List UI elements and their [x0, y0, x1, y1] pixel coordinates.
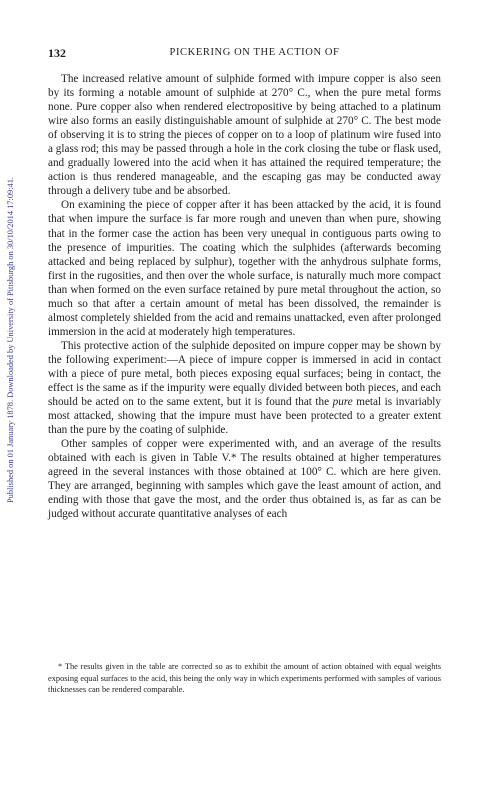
page-header: [48, 46, 441, 62]
paragraph-other-samples: Other samples of copper were experimented with, and an average of the results obtained with each is given in Table V.* The results obtained at higher temperatures agreed in the several instances with those obtained at 100° C. which are here given. They are arranged, beginning with samples which gave the least amount of action, and ending with those that gave the most, and the order thus obtained is, as far as can be judged without accurate quantitative analyses of each: [48, 438, 441, 521]
italic-word-pure: pure: [332, 396, 353, 409]
page-number: 132: [48, 46, 66, 60]
paragraph-surface-examination: On examining the piece of copper after it has been attacked by the acid, it is found that when impure the surface is far more rough and uneven than when pure, showing that in the former case the action has been very unequal in contiguous parts owing to the presence of impurities. The coating which the sulphides (afterwards becoming attacked and being replaced by sulphur), together with the anhydrous sulphate forms, first in the rugosities, and then over the whole surface, is naturally much more compact than when formed on the even surface retained by pure metal throughout the action, so much so that after a certain amount of metal has been dissolved, the remainder is almost completely shielded from the acid and remains unattacked, even after prolonged immersion in the acid at moderately high temperatures.: [48, 199, 441, 338]
paragraph-protective-action-part2: metal is invariably most attacked, showing that the impure must have been protected to a greater extent than the pure by the coating of sulphide.: [48, 396, 441, 437]
download-watermark: Published on 01 January 1878. Downloaded by University of Pittsburgh on 30/10/2014 17:09:41.: [6, 177, 15, 503]
footnote: * The results given in the table are corrected so as to exhibit the amount of action obtained with equal weights exposing equal surfaces to the acid, this being the only way in which experiments performed with samples of various thicknesses can be rendered comparable.: [48, 662, 441, 694]
running-head: PICKERING ON THE ACTION OF: [169, 47, 340, 58]
paragraph-protective-action-part1: This protective action of the sulphide deposited on impure copper may be shown by the following experiment:—A piece of impure copper is immersed in acid in contact with a piece of pure metal, both pieces exposing equal surfaces; being in contact, the effect is the same as if the impurity were equally divided between both pieces, and each should be acted on to the same extent, but it is found that the: [48, 339, 441, 409]
paragraph-protective-action: [48, 339, 441, 437]
paragraph-sulphide-formation: The increased relative amount of sulphide formed with impure copper is also seen by its forming a notable amount of sulphide at 270° C., when the pure metal forms none. Pure copper also when rendered electropositive by being attached to a platinum wire also forms an easily distinguishable amount of sulphide at 270° C. The best mode of observing it is to string the pieces of copper on to a loop of platinum wire fused into a glass rod; this may be passed through a hole in the cork closing the tube or flask used, and gradually lowered into the acid when it has attained the required temperature; the action is thus rendered manageable, and the escaping gas may be conducted away through a delivery tube and be absorbed.: [48, 73, 441, 198]
body-text: [48, 72, 441, 522]
